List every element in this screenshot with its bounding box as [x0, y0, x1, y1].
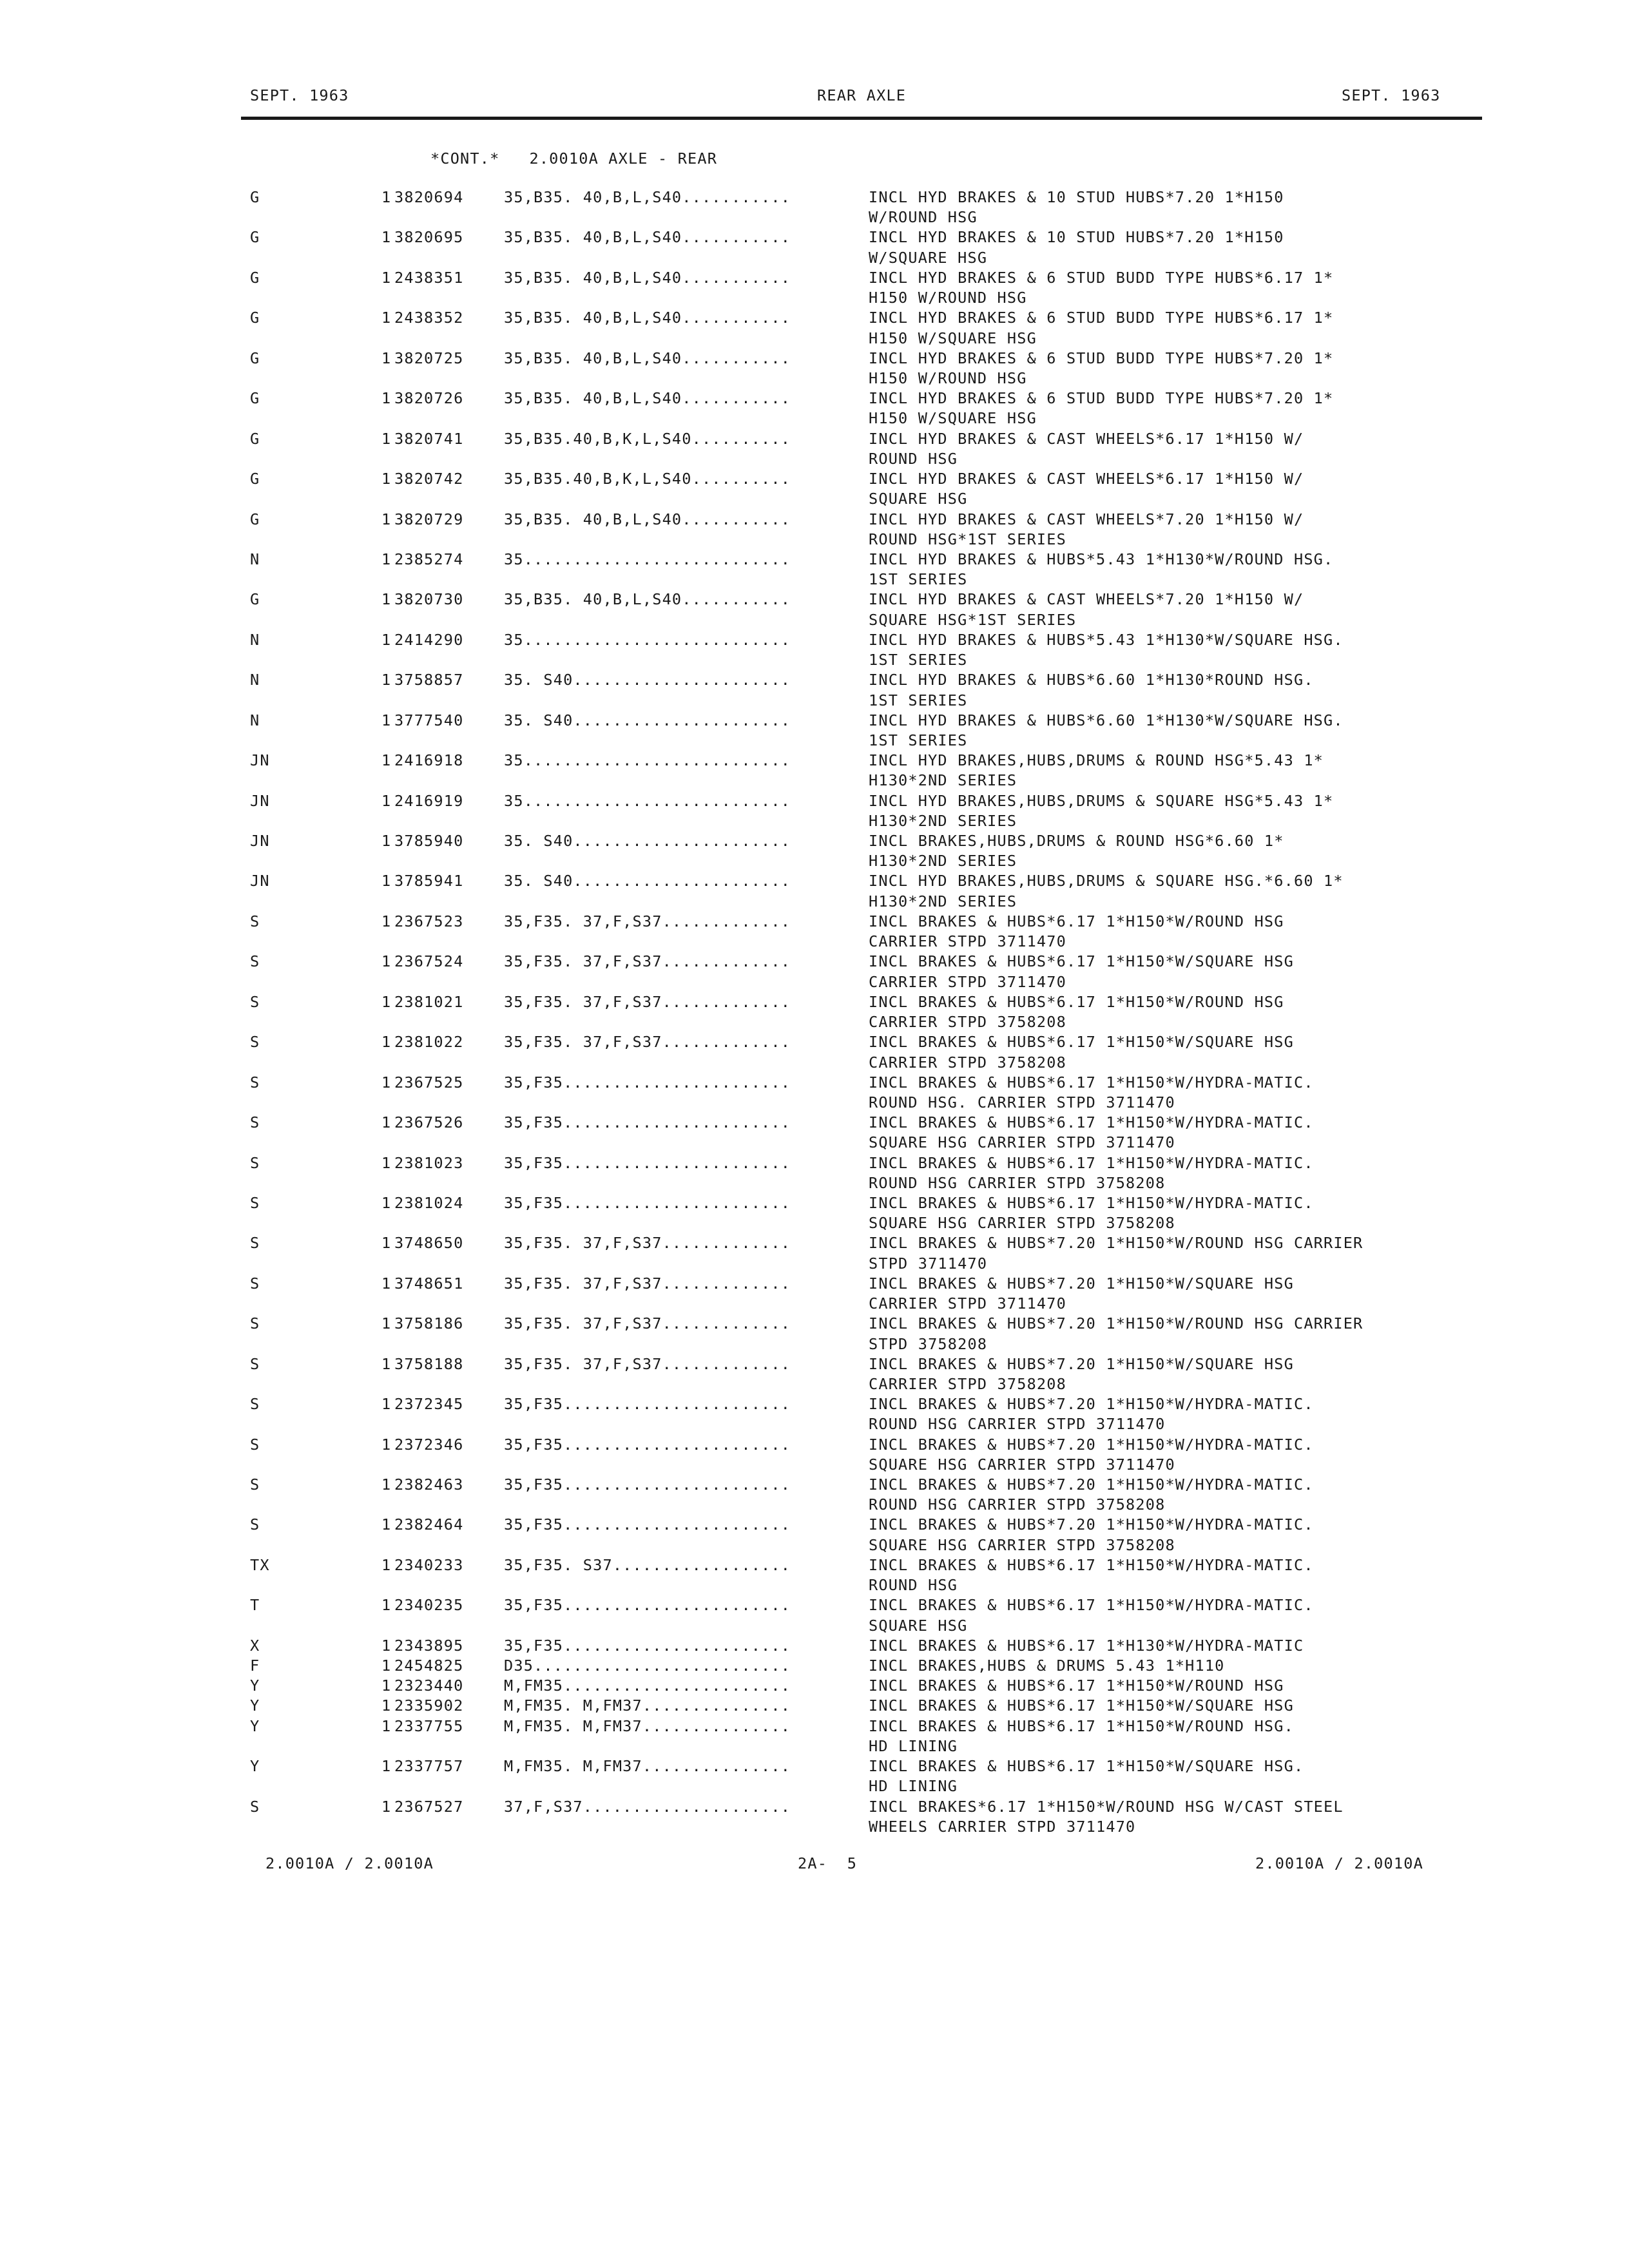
quantity: 1 [381, 630, 392, 649]
description-line: INCL BRAKES & HUBS*6.17 1*H150*W/ROUND HSG. [869, 1716, 1294, 1735]
description-line: INCL BRAKES & HUBS*6.17 1*H150*W/HYDRA-MATIC. [869, 1555, 1314, 1574]
description-line: INCL BRAKES & HUBS*6.17 1*H150*W/SQUARE HSG [869, 1033, 1294, 1052]
description-line: SQUARE HSG CARRIER STPD 3758208 [869, 1535, 1175, 1554]
quantity: 1 [381, 1636, 392, 1655]
description-line: INCL BRAKES & HUBS*7.20 1*H150*W/HYDRA-MATIC. [869, 1395, 1314, 1414]
description-line: 1ST SERIES [869, 570, 968, 589]
usage-code: G [250, 188, 260, 206]
description-line: INCL HYD BRAKES & 6 STUD BUDD TYPE HUBS*6.17 1* [869, 268, 1334, 287]
quantity: 1 [381, 228, 392, 247]
description-line: INCL HYD BRAKES & 10 STUD HUBS*7.20 1*H150 [869, 188, 1284, 206]
part-number: 2340233 [394, 1555, 464, 1574]
description-line: ROUND HSG [869, 449, 958, 468]
model-list: M,FM35. M,FM37............... [504, 1757, 791, 1776]
quantity: 1 [381, 1274, 392, 1293]
part-number: 3820695 [394, 228, 464, 247]
model-list: 35,F35....................... [504, 1153, 791, 1172]
model-list: 35,F35....................... [504, 1596, 791, 1615]
usage-code: Y [250, 1716, 260, 1735]
model-list: 35,B35. 40,B,L,S40........... [504, 268, 791, 287]
quantity: 1 [381, 711, 392, 729]
description-line: INCL HYD BRAKES & CAST WHEELS*6.17 1*H150 W/ [869, 470, 1304, 488]
description-line: ROUND HSG CARRIER STPD 3758208 [869, 1173, 1166, 1192]
model-list: 35,F35....................... [504, 1395, 791, 1414]
part-number: 2381022 [394, 1033, 464, 1052]
part-number: 2381024 [394, 1193, 464, 1212]
part-number: 2323440 [394, 1677, 464, 1695]
description-line: CARRIER STPD 3711470 [869, 932, 1066, 951]
part-number: 2367526 [394, 1113, 464, 1132]
description-line: INCL HYD BRAKES & HUBS*5.43 1*H130*W/SQUARE HSG. [869, 630, 1344, 649]
quantity: 1 [381, 1596, 392, 1615]
part-number: 2438352 [394, 309, 464, 327]
usage-code: S [250, 1234, 260, 1253]
description-line: 1ST SERIES [869, 691, 968, 709]
quantity: 1 [381, 952, 392, 971]
part-number: 2337755 [394, 1716, 464, 1735]
description-line: INCL BRAKES & HUBS*7.20 1*H150*W/ROUND HSG CARRIER [869, 1314, 1364, 1333]
part-number: 3820729 [394, 510, 464, 528]
usage-code: S [250, 1073, 260, 1091]
quantity: 1 [381, 751, 392, 770]
quantity: 1 [381, 268, 392, 287]
description-line: INCL HYD BRAKES & HUBS*6.60 1*H130*ROUND HSG. [869, 671, 1314, 689]
quantity: 1 [381, 872, 392, 890]
part-number: 3820725 [394, 349, 464, 367]
description-line: INCL HYD BRAKES & CAST WHEELS*7.20 1*H150 W/ [869, 590, 1304, 609]
part-number: 2335902 [394, 1696, 464, 1715]
description-line: H130*2ND SERIES [869, 771, 1017, 790]
part-number: 2381023 [394, 1153, 464, 1172]
description-line: W/ROUND HSG [869, 208, 978, 227]
part-number: 2367524 [394, 952, 464, 971]
part-number: 2454825 [394, 1657, 464, 1675]
usage-code: JN [250, 832, 270, 850]
description-line: INCL BRAKES & HUBS*6.17 1*H150*W/SQUARE HSG [869, 1696, 1294, 1715]
description-line: INCL BRAKES & HUBS*7.20 1*H150*W/SQUARE HSG [869, 1274, 1294, 1293]
model-list: M,FM35. M,FM37............... [504, 1696, 791, 1715]
quantity: 1 [381, 671, 392, 689]
description-line: SQUARE HSG*1ST SERIES [869, 610, 1077, 629]
model-list: 35,B35.40,B,K,L,S40.......... [504, 429, 791, 448]
usage-code: T [250, 1596, 260, 1615]
model-list: M,FM35....................... [504, 1677, 791, 1695]
part-number: 3820694 [394, 188, 464, 206]
description-line: INCL BRAKES & HUBS*6.17 1*H150*W/HYDRA-MATIC. [869, 1113, 1314, 1132]
model-list: 35,F35. 37,F,S37............. [504, 1033, 791, 1052]
model-list: 35. S40...................... [504, 872, 791, 890]
description-line: H130*2ND SERIES [869, 811, 1017, 830]
model-list: 35,B35. 40,B,L,S40........... [504, 590, 791, 609]
usage-code: N [250, 550, 260, 568]
usage-code: G [250, 510, 260, 528]
usage-code: JN [250, 791, 270, 810]
usage-code: G [250, 590, 260, 609]
part-number: 2372346 [394, 1435, 464, 1454]
usage-code: Y [250, 1677, 260, 1695]
description-line: H150 W/SQUARE HSG [869, 329, 1037, 347]
part-number: 2367525 [394, 1073, 464, 1091]
model-list: 35,F35....................... [504, 1636, 791, 1655]
quantity: 1 [381, 550, 392, 568]
model-list: 35........................... [504, 751, 791, 770]
description-line: INCL HYD BRAKES,HUBS,DRUMS & ROUND HSG*5.43 1* [869, 751, 1324, 770]
usage-code: G [250, 470, 260, 488]
description-line: INCL HYD BRAKES,HUBS,DRUMS & SQUARE HSG.*6.60 1* [869, 872, 1344, 890]
part-number: 2337757 [394, 1757, 464, 1776]
part-number: 3785940 [394, 832, 464, 850]
description-line: INCL HYD BRAKES & CAST WHEELS*7.20 1*H150 W/ [869, 510, 1304, 528]
part-number: 2340235 [394, 1596, 464, 1615]
usage-code: S [250, 1797, 260, 1816]
description-line: INCL BRAKES & HUBS*6.17 1*H150*W/ROUND HSG [869, 912, 1284, 930]
quantity: 1 [381, 832, 392, 850]
model-list: 35,B35. 40,B,L,S40........... [504, 228, 791, 247]
part-number: 2382463 [394, 1475, 464, 1494]
footer-ref-right: 2.0010A / 2.0010A [1255, 1854, 1423, 1872]
model-list: 35........................... [504, 630, 791, 649]
description-line: INCL BRAKES & HUBS*6.17 1*H150*W/ROUND HSG [869, 992, 1284, 1011]
description-line: ROUND HSG CARRIER STPD 3711470 [869, 1415, 1166, 1434]
quantity: 1 [381, 1757, 392, 1776]
quantity: 1 [381, 1113, 392, 1132]
model-list: 35. S40...................... [504, 671, 791, 689]
model-list: 35,B35. 40,B,L,S40........... [504, 510, 791, 528]
model-list: 35,B35. 40,B,L,S40........... [504, 389, 791, 408]
model-list: 35,F35. 37,F,S37............. [504, 1354, 791, 1373]
model-list: 35,F35....................... [504, 1515, 791, 1534]
part-number: 2367523 [394, 912, 464, 930]
description-line: ROUND HSG. CARRIER STPD 3711470 [869, 1093, 1175, 1111]
model-list: 35,F35. 37,F,S37............. [504, 1234, 791, 1253]
description-line: ROUND HSG [869, 1576, 958, 1595]
description-line: INCL BRAKES & HUBS*6.17 1*H150*W/HYDRA-MATIC. [869, 1153, 1314, 1172]
description-line: HD LINING [869, 1777, 958, 1796]
usage-code: S [250, 1314, 260, 1333]
part-number: 2438351 [394, 268, 464, 287]
quantity: 1 [381, 309, 392, 327]
part-number: 3820741 [394, 429, 464, 448]
model-list: 35. S40...................... [504, 832, 791, 850]
quantity: 1 [381, 1716, 392, 1735]
model-list: 35,F35. 37,F,S37............. [504, 1274, 791, 1293]
description-line: INCL BRAKES & HUBS*7.20 1*H150*W/HYDRA-MATIC. [869, 1475, 1314, 1494]
model-list: 35,F35. S37.................. [504, 1555, 791, 1574]
header-rule [241, 117, 1482, 120]
model-list: D35.......................... [504, 1657, 791, 1675]
usage-code: N [250, 630, 260, 649]
model-list: 37,F,S37..................... [504, 1797, 791, 1816]
usage-code: S [250, 1435, 260, 1454]
description-line: INCL HYD BRAKES & 6 STUD BUDD TYPE HUBS*6.17 1* [869, 309, 1334, 327]
usage-code: S [250, 1193, 260, 1212]
description-line: INCL BRAKES,HUBS & DRUMS 5.43 1*H110 [869, 1657, 1225, 1675]
model-list: 35,B35. 40,B,L,S40........... [504, 188, 791, 206]
part-number: 3758857 [394, 671, 464, 689]
footer-page-number: 2A- 5 [798, 1854, 858, 1872]
description-line: STPD 3758208 [869, 1334, 988, 1353]
part-number: 2367527 [394, 1797, 464, 1816]
description-line: CARRIER STPD 3758208 [869, 1013, 1066, 1032]
part-number: 3820730 [394, 590, 464, 609]
description-line: INCL BRAKES,HUBS,DRUMS & ROUND HSG*6.60 1* [869, 832, 1284, 850]
model-list: 35,F35....................... [504, 1193, 791, 1212]
description-line: INCL BRAKES & HUBS*6.17 1*H150*W/HYDRA-MATIC. [869, 1073, 1314, 1091]
usage-code: S [250, 1475, 260, 1494]
quantity: 1 [381, 590, 392, 609]
quantity: 1 [381, 992, 392, 1011]
quantity: 1 [381, 1033, 392, 1052]
usage-code: S [250, 1153, 260, 1172]
description-line: INCL HYD BRAKES & 6 STUD BUDD TYPE HUBS*7.20 1* [869, 389, 1334, 408]
section-subtitle: *CONT.* 2.0010A AXLE - REAR [430, 149, 718, 168]
description-line: SQUARE HSG CARRIER STPD 3711470 [869, 1133, 1175, 1152]
model-list: 35,F35....................... [504, 1113, 791, 1132]
header-section-title: REAR AXLE [817, 86, 907, 104]
quantity: 1 [381, 1797, 392, 1816]
description-line: INCL HYD BRAKES & HUBS*6.60 1*H130*W/SQUARE HSG. [869, 711, 1344, 729]
model-list: 35,F35....................... [504, 1435, 791, 1454]
description-line: CARRIER STPD 3711470 [869, 1294, 1066, 1313]
quantity: 1 [381, 1657, 392, 1675]
quantity: 1 [381, 1515, 392, 1534]
description-line: CARRIER STPD 3758208 [869, 1053, 1066, 1072]
part-number: 2414290 [394, 630, 464, 649]
usage-code: N [250, 671, 260, 689]
header-date-right: SEPT. 1963 [1342, 86, 1441, 104]
part-number: 3758186 [394, 1314, 464, 1333]
part-number: 2372345 [394, 1395, 464, 1414]
quantity: 1 [381, 1153, 392, 1172]
quantity: 1 [381, 429, 392, 448]
part-number: 3748650 [394, 1234, 464, 1253]
quantity: 1 [381, 912, 392, 930]
usage-code: G [250, 389, 260, 408]
description-line: INCL BRAKES & HUBS*6.17 1*H130*W/HYDRA-MATIC [869, 1636, 1304, 1655]
description-line: INCL BRAKES & HUBS*7.20 1*H150*W/HYDRA-MATIC. [869, 1435, 1314, 1454]
description-line: CARRIER STPD 3758208 [869, 1375, 1066, 1394]
description-line: INCL BRAKES & HUBS*7.20 1*H150*W/ROUND HSG CARRIER [869, 1234, 1364, 1253]
model-list: 35,B35. 40,B,L,S40........... [504, 349, 791, 367]
usage-code: S [250, 1113, 260, 1132]
part-number: 3785941 [394, 872, 464, 890]
description-line: INCL BRAKES & HUBS*6.17 1*H150*W/HYDRA-MATIC. [869, 1596, 1314, 1615]
description-line: STPD 3711470 [869, 1254, 988, 1273]
usage-code: S [250, 992, 260, 1011]
quantity: 1 [381, 1435, 392, 1454]
model-list: 35,F35. 37,F,S37............. [504, 1314, 791, 1333]
quantity: 1 [381, 1234, 392, 1253]
description-line: H150 W/ROUND HSG [869, 369, 1027, 388]
model-list: 35,F35....................... [504, 1073, 791, 1091]
description-line: INCL BRAKES & HUBS*6.17 1*H150*W/SQUARE HSG [869, 952, 1294, 971]
quantity: 1 [381, 349, 392, 367]
description-line: H130*2ND SERIES [869, 852, 1017, 870]
part-number: 3748651 [394, 1274, 464, 1293]
usage-code: G [250, 228, 260, 247]
usage-code: JN [250, 751, 270, 770]
description-line: H130*2ND SERIES [869, 892, 1017, 910]
usage-code: F [250, 1657, 260, 1675]
quantity: 1 [381, 791, 392, 810]
footer-ref-left: 2.0010A / 2.0010A [265, 1854, 434, 1872]
quantity: 1 [381, 1314, 392, 1333]
part-number: 2381021 [394, 992, 464, 1011]
quantity: 1 [381, 1696, 392, 1715]
usage-code: G [250, 429, 260, 448]
usage-code: N [250, 711, 260, 729]
part-number: 2416919 [394, 791, 464, 810]
quantity: 1 [381, 389, 392, 408]
quantity: 1 [381, 510, 392, 528]
quantity: 1 [381, 1354, 392, 1373]
quantity: 1 [381, 1555, 392, 1574]
usage-code: Y [250, 1757, 260, 1776]
part-number: 2385274 [394, 550, 464, 568]
model-list: 35,F35....................... [504, 1475, 791, 1494]
description-line: INCL BRAKES & HUBS*6.17 1*H150*W/ROUND HSG [869, 1677, 1284, 1695]
description-line: HD LINING [869, 1736, 958, 1755]
model-list: 35,F35. 37,F,S37............. [504, 952, 791, 971]
usage-code: S [250, 1354, 260, 1373]
usage-code: G [250, 309, 260, 327]
quantity: 1 [381, 470, 392, 488]
description-line: SQUARE HSG [869, 1616, 968, 1635]
description-line: INCL HYD BRAKES & 6 STUD BUDD TYPE HUBS*7.20 1* [869, 349, 1334, 367]
usage-code: Y [250, 1696, 260, 1715]
description-line: W/SQUARE HSG [869, 248, 988, 267]
part-number: 2416918 [394, 751, 464, 770]
model-list: M,FM35. M,FM37............... [504, 1716, 791, 1735]
description-line: SQUARE HSG [869, 490, 968, 508]
description-line: INCL HYD BRAKES & CAST WHEELS*6.17 1*H150 W/ [869, 429, 1304, 448]
usage-code: S [250, 1274, 260, 1293]
description-line: INCL HYD BRAKES,HUBS,DRUMS & SQUARE HSG*5.43 1* [869, 791, 1334, 810]
description-line: ROUND HSG*1ST SERIES [869, 530, 1066, 548]
usage-code: JN [250, 872, 270, 890]
usage-code: TX [250, 1555, 270, 1574]
usage-code: G [250, 349, 260, 367]
description-line: INCL HYD BRAKES & 10 STUD HUBS*7.20 1*H150 [869, 228, 1284, 247]
model-list: 35,F35. 37,F,S37............. [504, 912, 791, 930]
part-number: 3777540 [394, 711, 464, 729]
quantity: 1 [381, 1395, 392, 1414]
description-line: INCL BRAKES*6.17 1*H150*W/ROUND HSG W/CAST STEEL [869, 1797, 1344, 1816]
quantity: 1 [381, 1073, 392, 1091]
description-line: ROUND HSG CARRIER STPD 3758208 [869, 1495, 1166, 1514]
description-line: H150 W/ROUND HSG [869, 289, 1027, 307]
description-line: WHEELS CARRIER STPD 3711470 [869, 1817, 1136, 1836]
usage-code: X [250, 1636, 260, 1655]
description-line: SQUARE HSG CARRIER STPD 3711470 [869, 1455, 1175, 1474]
model-list: 35........................... [504, 791, 791, 810]
model-list: 35. S40...................... [504, 711, 791, 729]
description-line: CARRIER STPD 3711470 [869, 972, 1066, 991]
description-line: SQUARE HSG CARRIER STPD 3758208 [869, 1214, 1175, 1233]
description-line: 1ST SERIES [869, 651, 968, 669]
description-line: 1ST SERIES [869, 731, 968, 749]
quantity: 1 [381, 1193, 392, 1212]
quantity: 1 [381, 1677, 392, 1695]
description-line: INCL BRAKES & HUBS*7.20 1*H150*W/SQUARE HSG [869, 1354, 1294, 1373]
header-date-left: SEPT. 1963 [250, 86, 349, 104]
description-line: H150 W/SQUARE HSG [869, 409, 1037, 428]
usage-code: S [250, 1515, 260, 1534]
model-list: 35,B35. 40,B,L,S40........... [504, 309, 791, 327]
usage-code: S [250, 1033, 260, 1052]
part-number: 2343895 [394, 1636, 464, 1655]
description-line: INCL HYD BRAKES & HUBS*5.43 1*H130*W/ROUND HSG. [869, 550, 1334, 568]
model-list: 35,B35.40,B,K,L,S40.......... [504, 470, 791, 488]
usage-code: S [250, 1395, 260, 1414]
description-line: INCL BRAKES & HUBS*6.17 1*H150*W/SQUARE HSG. [869, 1757, 1304, 1776]
usage-code: S [250, 912, 260, 930]
part-number: 3820742 [394, 470, 464, 488]
model-list: 35........................... [504, 550, 791, 568]
part-number: 2382464 [394, 1515, 464, 1534]
quantity: 1 [381, 188, 392, 206]
description-line: INCL BRAKES & HUBS*7.20 1*H150*W/HYDRA-MATIC. [869, 1515, 1314, 1534]
usage-code: G [250, 268, 260, 287]
model-list: 35,F35. 37,F,S37............. [504, 992, 791, 1011]
description-line: INCL BRAKES & HUBS*6.17 1*H150*W/HYDRA-MATIC. [869, 1193, 1314, 1212]
quantity: 1 [381, 1475, 392, 1494]
usage-code: S [250, 952, 260, 971]
part-number: 3820726 [394, 389, 464, 408]
part-number: 3758188 [394, 1354, 464, 1373]
